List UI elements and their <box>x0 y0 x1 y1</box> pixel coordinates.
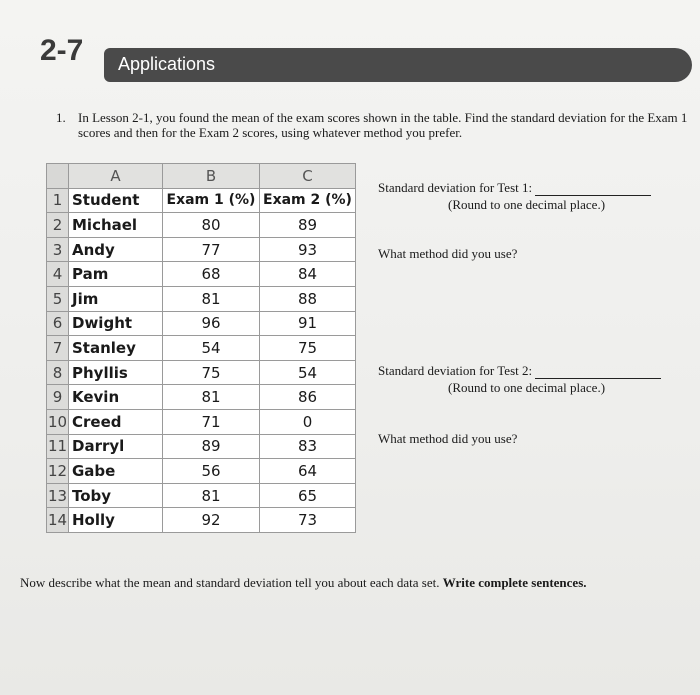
exam1-score-cell: 54 <box>163 336 260 361</box>
sd-test2-label: Standard deviation for Test 2: <box>378 363 533 378</box>
row-number: 9 <box>47 385 69 410</box>
student-name-cell: Michael <box>69 213 163 238</box>
exam2-score-cell: 0 <box>260 409 356 434</box>
row-number: 14 <box>47 508 69 533</box>
column-letter-row <box>47 164 356 189</box>
column-letter-a: A <box>69 164 163 189</box>
round-note-2: (Round to one decimal place.) <box>448 380 606 395</box>
table-row <box>47 409 356 434</box>
row-number: 6 <box>47 311 69 336</box>
exam1-score-cell: 68 <box>163 262 260 287</box>
student-name-cell: Creed <box>69 409 163 434</box>
exam2-score-cell: 83 <box>260 434 356 459</box>
corner-cell <box>47 164 69 189</box>
method-question-2: What method did you use? <box>378 431 518 446</box>
student-name-cell: Stanley <box>69 336 163 361</box>
table-row <box>47 286 356 311</box>
exam2-score-cell: 75 <box>260 336 356 361</box>
sd-test1-prompt <box>378 180 651 196</box>
row-number: 10 <box>47 409 69 434</box>
table-row <box>47 434 356 459</box>
student-name-cell: Kevin <box>69 385 163 410</box>
header-student: Student <box>69 188 163 213</box>
student-name-cell: Dwight <box>69 311 163 336</box>
row-number: 13 <box>47 483 69 508</box>
row-number: 3 <box>47 237 69 262</box>
table-row <box>47 385 356 410</box>
question-number: 1. <box>56 110 66 125</box>
exam2-score-cell: 73 <box>260 508 356 533</box>
exam1-score-cell: 75 <box>163 360 260 385</box>
section-title: Applications <box>118 54 216 74</box>
sd-test2-answer-line[interactable] <box>535 378 661 379</box>
table-row <box>47 311 356 336</box>
student-name-cell: Pam <box>69 262 163 287</box>
column-letter-c: C <box>260 164 356 189</box>
student-name-cell: Gabe <box>69 459 163 484</box>
exam1-score-cell: 71 <box>163 409 260 434</box>
exam1-score-cell: 96 <box>163 311 260 336</box>
exam1-score-cell: 56 <box>163 459 260 484</box>
row-number: 2 <box>47 213 69 238</box>
row-number: 12 <box>47 459 69 484</box>
exam2-score-cell: 64 <box>260 459 356 484</box>
round-note-1: (Round to one decimal place.) <box>448 197 606 212</box>
exam1-score-cell: 77 <box>163 237 260 262</box>
exam2-score-cell: 88 <box>260 286 356 311</box>
table-row <box>47 360 356 385</box>
method-question-1: What method did you use? <box>378 246 518 261</box>
table-row <box>47 508 356 533</box>
student-name-cell: Toby <box>69 483 163 508</box>
scores-table <box>46 163 356 533</box>
student-name-cell: Jim <box>69 286 163 311</box>
exam1-score-cell: 81 <box>163 483 260 508</box>
row-number: 8 <box>47 360 69 385</box>
row-number: 7 <box>47 336 69 361</box>
lesson-number: 2-7 <box>40 34 84 67</box>
sd-test1-label: Standard deviation for Test 1: <box>378 180 533 195</box>
row-number: 5 <box>47 286 69 311</box>
student-name-cell: Darryl <box>69 434 163 459</box>
exam2-score-cell: 93 <box>260 237 356 262</box>
exam1-score-cell: 81 <box>163 385 260 410</box>
exam1-score-cell: 81 <box>163 286 260 311</box>
sd-test2-prompt <box>378 363 661 379</box>
exam2-score-cell: 65 <box>260 483 356 508</box>
exam2-score-cell: 91 <box>260 311 356 336</box>
student-name-cell: Phyllis <box>69 360 163 385</box>
row-number: 4 <box>47 262 69 287</box>
exam1-score-cell: 92 <box>163 508 260 533</box>
question-text: In Lesson 2-1, you found the mean of the exam scores shown in the table. Find the standard deviation for the Exam 1 scores and then for the Exam 2 scores, using whatever method you prefer. <box>78 110 688 140</box>
describe-instruction <box>20 575 700 591</box>
exam2-score-cell: 86 <box>260 385 356 410</box>
exam2-score-cell: 84 <box>260 262 356 287</box>
table-row <box>47 213 356 238</box>
table-row <box>47 483 356 508</box>
describe-bold: Write complete sentences. <box>442 575 587 590</box>
header-exam2: Exam 2 (%) <box>260 188 356 213</box>
row-number: 1 <box>47 188 69 213</box>
exam2-score-cell: 89 <box>260 213 356 238</box>
table-row <box>47 336 356 361</box>
table-header-row <box>47 188 356 213</box>
student-name-cell: Holly <box>69 508 163 533</box>
row-number: 11 <box>47 434 69 459</box>
student-name-cell: Andy <box>69 237 163 262</box>
column-letter-b: B <box>163 164 260 189</box>
table-row <box>47 237 356 262</box>
exam2-score-cell: 54 <box>260 360 356 385</box>
table-row <box>47 459 356 484</box>
section-banner <box>104 48 692 82</box>
exam1-score-cell: 89 <box>163 434 260 459</box>
sd-test1-answer-line[interactable] <box>535 195 651 196</box>
table-row <box>47 262 356 287</box>
describe-text: Now describe what the mean and standard deviation tell you about each data set. <box>20 575 440 590</box>
exam1-score-cell: 80 <box>163 213 260 238</box>
header-exam1: Exam 1 (%) <box>163 188 260 213</box>
table-body <box>47 213 356 533</box>
